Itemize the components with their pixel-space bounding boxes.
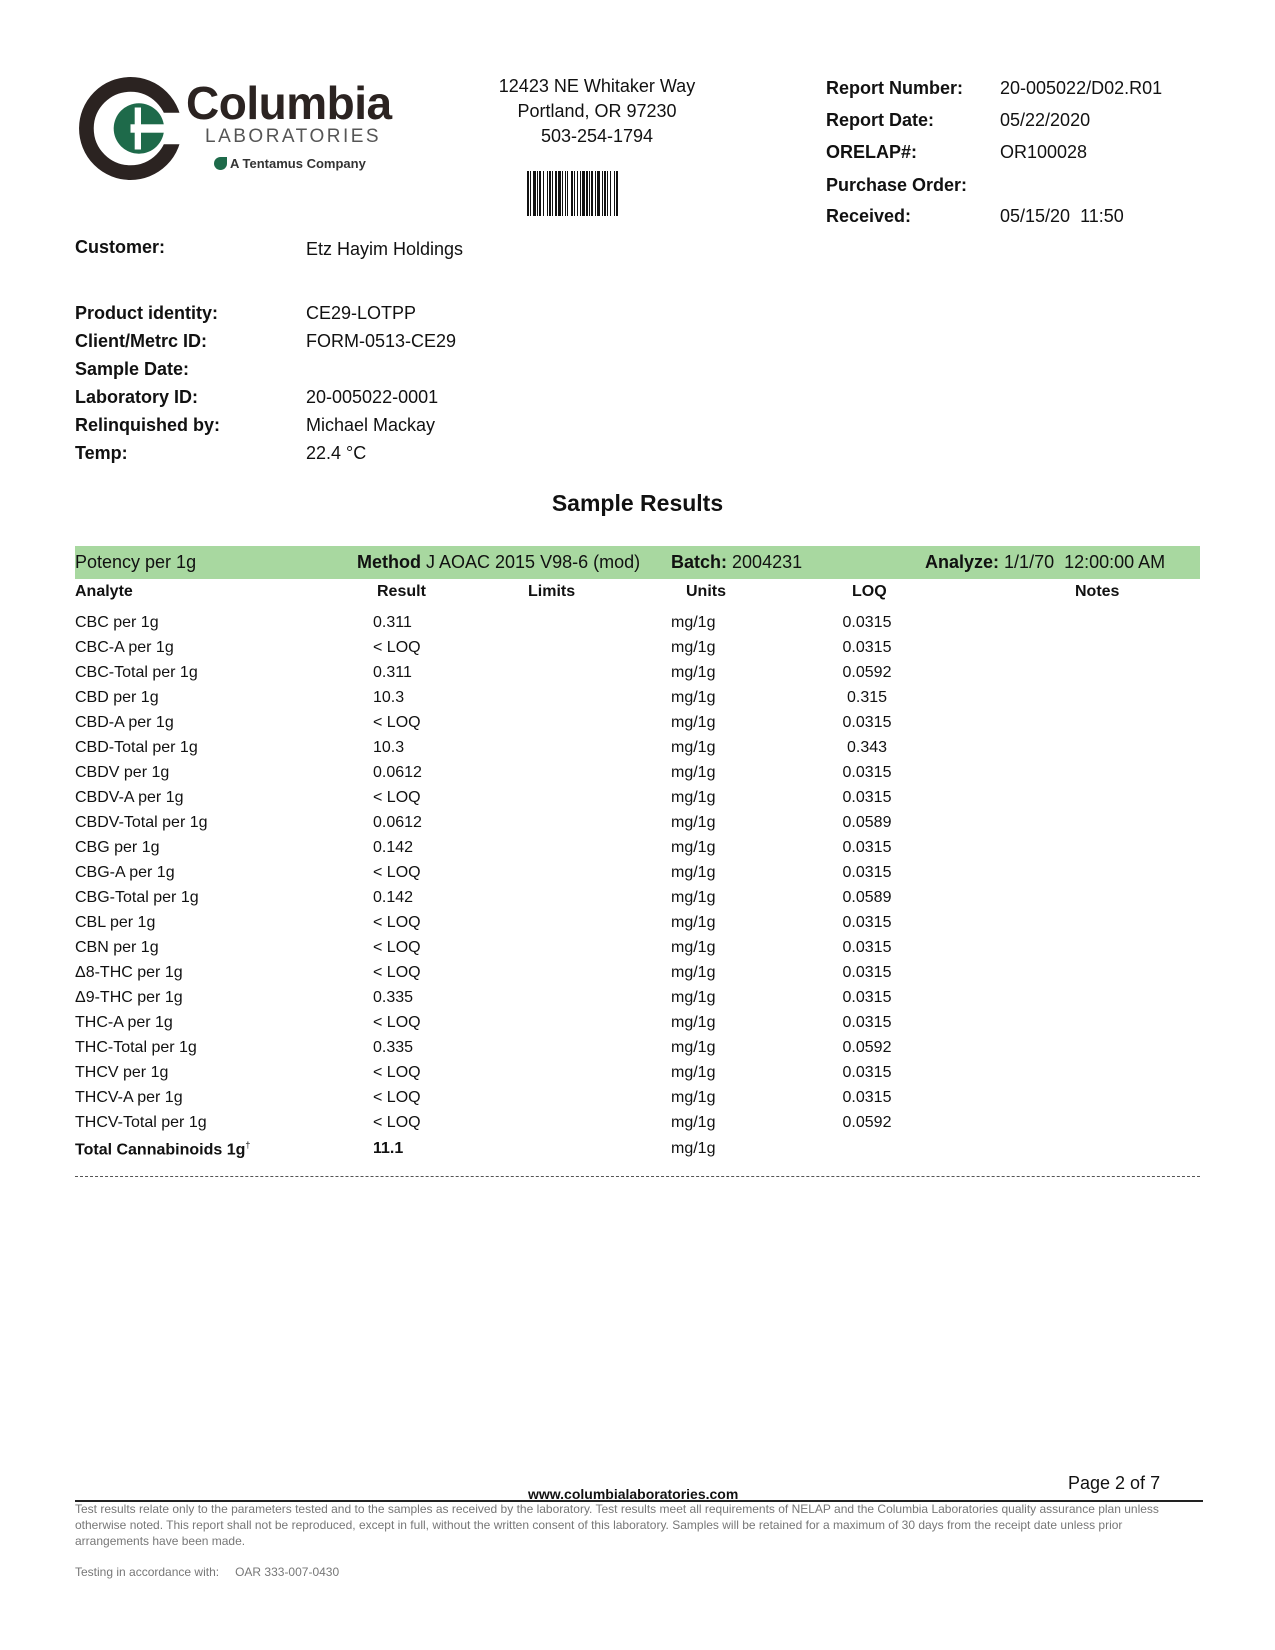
col-notes: Notes: [1075, 583, 1120, 600]
barcode-bar: [604, 171, 606, 216]
result-cell: < LOQ: [373, 1089, 421, 1106]
units-cell: mg/1g: [671, 1114, 716, 1131]
units-cell: mg/1g: [671, 614, 716, 631]
units-cell: mg/1g: [671, 814, 716, 831]
website-link[interactable]: www.columbialaboratories.com: [528, 1486, 739, 1502]
logo-brand: Columbia: [186, 77, 392, 129]
barcode-bar: [533, 171, 536, 216]
units-cell: mg/1g: [671, 764, 716, 781]
result-cell: 10.3: [373, 739, 405, 756]
purchase-order-label: Purchase Order:: [826, 175, 968, 195]
band-title: Potency per 1g: [75, 552, 197, 572]
units-cell: mg/1g: [671, 1064, 716, 1081]
loq-cell: 0.0315: [842, 939, 892, 956]
col-limits: Limits: [528, 583, 576, 600]
info-label: Product identity:: [75, 303, 218, 323]
units-cell: mg/1g: [671, 839, 716, 856]
result-cell: < LOQ: [373, 1064, 421, 1081]
result-cell: 0.142: [373, 889, 414, 906]
customer-label: Customer:: [75, 237, 166, 257]
barcode-bar: [571, 171, 573, 216]
loq-cell: 0.0315: [842, 1089, 892, 1106]
barcode-bar: [565, 171, 566, 216]
loq-cell: 0.315: [846, 689, 888, 706]
analyte-cell: CBG-A per 1g: [75, 864, 175, 881]
received-value: 05/15/20 11:50: [1000, 206, 1124, 226]
loq-cell: 0.0315: [842, 839, 892, 856]
analyte-cell: CBDV-A per 1g: [75, 789, 184, 806]
barcode-bar: [589, 171, 590, 216]
result-cell: < LOQ: [373, 639, 421, 656]
barcode-bar: [610, 171, 611, 216]
barcode-bar: [558, 171, 561, 216]
band-analyze: Analyze: 1/1/70 12:00:00 AM: [925, 552, 1166, 572]
units-cell: mg/1g: [671, 964, 716, 981]
analyte-cell: CBL per 1g: [75, 914, 156, 931]
orelap-value: OR100028: [1000, 142, 1088, 162]
barcode-bar: [562, 171, 563, 216]
result-cell: < LOQ: [373, 1114, 421, 1131]
analyte-cell: CBG per 1g: [75, 839, 160, 856]
total-analyte: Total Cannabinoids 1g†: [75, 1140, 251, 1159]
orelap-label: ORELAP#:: [826, 142, 918, 162]
barcode-bar: [552, 171, 553, 216]
barcode-bar: [616, 171, 618, 216]
loq-cell: 0.0315: [842, 964, 892, 981]
barcode-bar: [549, 171, 551, 216]
loq-cell: 0.0315: [842, 614, 892, 631]
units-cell: mg/1g: [671, 914, 716, 931]
barcode-bar: [537, 171, 538, 216]
barcode-bar: [582, 171, 585, 216]
band-batch: Batch: 2004231: [671, 552, 803, 572]
result-cell: < LOQ: [373, 1014, 421, 1031]
band-method: Method J AOAC 2015 V98-6 (mod): [357, 552, 641, 572]
loq-cell: 0.0592: [842, 664, 892, 681]
result-cell: < LOQ: [373, 789, 421, 806]
leaf-icon: [214, 157, 227, 170]
barcode-bar: [543, 171, 544, 216]
analyte-cell: THC-Total per 1g: [75, 1039, 197, 1056]
result-cell: < LOQ: [373, 939, 421, 956]
result-cell: 10.3: [373, 689, 405, 706]
result-cell: 0.311: [373, 664, 412, 681]
analyte-cell: THCV per 1g: [75, 1064, 169, 1081]
analyte-cell: THCV-A per 1g: [75, 1089, 183, 1106]
analyte-cell: Δ9-THC per 1g: [75, 989, 183, 1006]
customer-value: Etz Hayim Holdings: [306, 239, 464, 259]
result-cell: 0.142: [373, 839, 414, 856]
info-label: Laboratory ID:: [75, 387, 199, 407]
analyte-cell: CBD-Total per 1g: [75, 739, 198, 756]
col-analyte: Analyte: [75, 583, 133, 600]
info-value: FORM-0513-CE29: [306, 331, 457, 351]
company-logo: [78, 76, 398, 186]
loq-cell: 0.0315: [842, 864, 892, 881]
result-cell: 0.335: [373, 1039, 414, 1056]
barcode-bar: [555, 171, 557, 216]
barcode-bar: [547, 171, 548, 216]
barcode-bar: [567, 171, 568, 216]
loq-cell: 0.0315: [842, 914, 892, 931]
loq-cell: 0.0315: [842, 639, 892, 656]
info-label: Relinquished by:: [75, 415, 221, 435]
result-cell: < LOQ: [373, 914, 421, 931]
analyte-cell: CBD-A per 1g: [75, 714, 174, 731]
units-cell: mg/1g: [671, 639, 716, 656]
units-cell: mg/1g: [671, 889, 716, 906]
analyte-cell: CBDV per 1g: [75, 764, 170, 781]
columbia-logo-icon: [78, 76, 183, 181]
loq-cell: 0.0315: [842, 989, 892, 1006]
barcode-bar: [597, 171, 600, 216]
loq-cell: 0.0315: [842, 1064, 892, 1081]
address-line-2: Portland, OR 97230: [517, 101, 677, 121]
loq-cell: 0.0315: [842, 789, 892, 806]
barcode-bar: [607, 171, 608, 216]
analyte-cell: CBC-A per 1g: [75, 639, 174, 656]
barcode-bar: [614, 171, 615, 216]
analyte-cell: CBN per 1g: [75, 939, 159, 956]
table-divider: [75, 1176, 1200, 1177]
result-cell: < LOQ: [373, 864, 421, 881]
units-cell: mg/1g: [671, 689, 716, 706]
barcode-bar: [574, 171, 575, 216]
units-cell: mg/1g: [671, 664, 716, 681]
result-cell: 0.311: [373, 614, 412, 631]
report-date-label: Report Date:: [826, 110, 935, 130]
info-label: Client/Metrc ID:: [75, 331, 208, 351]
units-cell: mg/1g: [671, 939, 716, 956]
logo-tagline: A Tentamus Company: [214, 156, 366, 171]
total-units: mg/1g: [671, 1140, 716, 1157]
barcode-bar: [527, 171, 529, 216]
barcode-bar: [595, 171, 596, 216]
barcode-bar: [602, 171, 603, 216]
loq-cell: 0.0589: [842, 889, 892, 906]
analyte-cell: CBC per 1g: [75, 614, 159, 631]
info-label: Sample Date:: [75, 359, 190, 379]
units-cell: mg/1g: [671, 864, 716, 881]
report-number-label: Report Number:: [826, 78, 964, 98]
info-value: 22.4 °C: [306, 443, 367, 463]
barcode-bar: [580, 171, 581, 216]
info-value: Michael Mackay: [306, 415, 436, 435]
loq-cell: 0.0589: [842, 814, 892, 831]
loq-cell: 0.343: [846, 739, 888, 756]
address-line-1: 12423 NE Whitaker Way: [498, 76, 696, 96]
barcode-bar: [591, 171, 593, 216]
barcode-bar: [530, 171, 531, 216]
disclaimer: Test results relate only to the parameters tested and to the samples as received by the laboratory. Test results meet all requirements of NELAP and the Columbia Laboratories quality assurance plan unless otherwise noted. This report shall not be reproduced, except in full, without the written consent of this laboratory. Samples will be retained for a maximum of 30 days from the receipt date unless prior arrangements have been made.: [75, 1502, 1159, 1548]
page-number: Page 2 of 7: [1068, 1473, 1161, 1493]
total-result: 11.1: [373, 1140, 404, 1157]
report-number: 20-005022/D02.R01: [1000, 78, 1163, 98]
col-loq: LOQ: [852, 583, 887, 600]
info-value: CE29-LOTPP: [306, 303, 417, 323]
analyte-cell: Δ8-THC per 1g: [75, 964, 183, 981]
result-cell: 0.335: [373, 989, 414, 1006]
result-cell: < LOQ: [373, 714, 421, 731]
logo-subtitle: LABORATORIES: [205, 126, 382, 147]
result-cell: 0.0612: [373, 814, 422, 831]
analyte-cell: CBD per 1g: [75, 689, 159, 706]
loq-cell: 0.0592: [842, 1114, 892, 1131]
units-cell: mg/1g: [671, 1014, 716, 1031]
info-value: 20-005022-0001: [306, 387, 439, 407]
result-cell: < LOQ: [373, 964, 421, 981]
result-cell: 0.0612: [373, 764, 422, 781]
analyte-cell: THC-A per 1g: [75, 1014, 173, 1031]
analyte-cell: CBC-Total per 1g: [75, 664, 198, 681]
units-cell: mg/1g: [671, 789, 716, 806]
report-date: 05/22/2020: [1000, 110, 1091, 130]
loq-cell: 0.0315: [842, 764, 892, 781]
loq-cell: 0.0315: [842, 1014, 892, 1031]
info-label: Temp:: [75, 443, 128, 463]
testing-accordance: Testing in accordance with: OAR 333-007-0430: [75, 1565, 340, 1579]
barcode-bar: [577, 171, 578, 216]
barcode-bar: [539, 171, 541, 216]
units-cell: mg/1g: [671, 989, 716, 1006]
loq-cell: 0.0592: [842, 1039, 892, 1056]
barcode: [527, 171, 669, 216]
units-cell: mg/1g: [671, 1089, 716, 1106]
analyte-cell: CBDV-Total per 1g: [75, 814, 208, 831]
units-cell: mg/1g: [671, 1039, 716, 1056]
address-phone: 503-254-1794: [540, 126, 654, 146]
received-label: Received:: [826, 206, 912, 226]
barcode-bar: [586, 171, 588, 216]
loq-cell: 0.0315: [842, 714, 892, 731]
col-units: Units: [686, 583, 726, 600]
col-result: Result: [377, 583, 426, 600]
analyte-cell: CBG-Total per 1g: [75, 889, 199, 906]
units-cell: mg/1g: [671, 739, 716, 756]
analyte-cell: THCV-Total per 1g: [75, 1114, 207, 1131]
section-title: Sample Results: [551, 490, 724, 516]
units-cell: mg/1g: [671, 714, 716, 731]
